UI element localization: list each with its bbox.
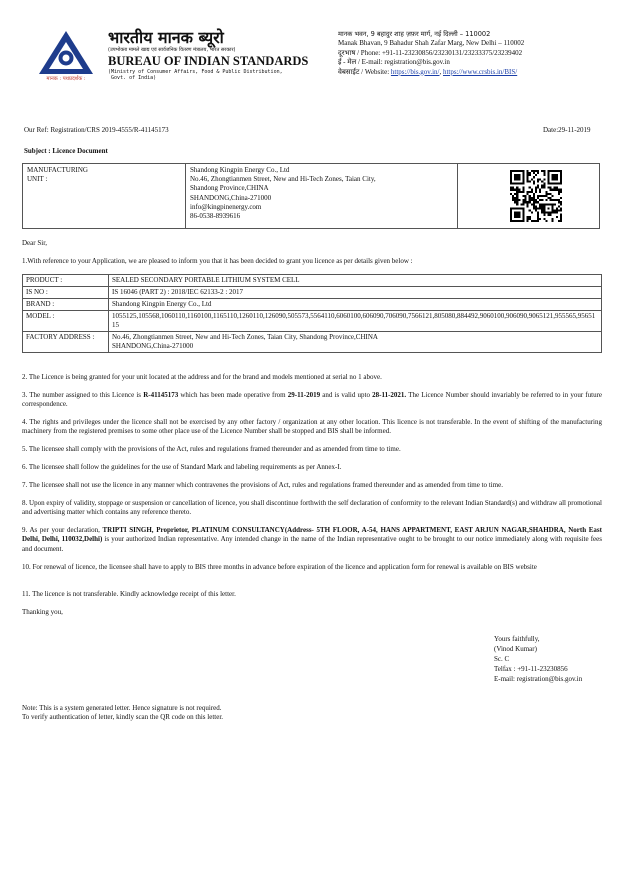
signature-line: Yours faithfully, [494, 635, 540, 643]
english-subtitle: (Ministry of Consumer Affairs, Food & Public Distribution, Govt. of India) [108, 69, 283, 81]
manufacturer-line: Shandong Province,CHINA [190, 184, 269, 193]
qr-code-icon [510, 170, 562, 222]
website-label: वेबसाईट / Website: [338, 67, 390, 76]
p9-text: is your authorized Indian representative. Any intended change in the name of the Indian representative ought to be brought to our notice immediately along with requisite fees and document. [22, 535, 602, 553]
paragraph-7: 7. The licensee shall not use the licence in any manner which contravenes the provisions of Act, rules and regulations framed thereunder and as amended from time to time. [22, 481, 503, 489]
paragraph-10: 10. For renewal of licence, the licensee shall have to apply to BIS three months in advance before expiration of the licence and application form for renewal is available on BIS website [22, 563, 537, 571]
p9-text: 9. As per your declaration, [22, 526, 103, 534]
signature-block [494, 634, 582, 684]
paragraph-6: 6. The licensee shall follow the guidelines for the use of Standard Mark and labeling requirements as per Annex-I. [22, 463, 342, 471]
contact-block [338, 30, 608, 77]
licence-number: R-41145173 [143, 391, 179, 399]
address: Manak Bhavan, 9 Bahadur Shah Zafar Marg, New Delhi – 110002 [338, 39, 525, 48]
p3-text: which has been made operative from [178, 391, 288, 399]
paragraph-3 [22, 391, 602, 410]
authorized-representative: TRIPTI SINGH, Proprietor, PLATINUM CONSULTANCY(Address- 5TH FLOOR, A-54, HANS APPARTMENT, EAST ARJUN NAGAR,SHAHDRA, North East Delhi, Delhi, 110032,Delhi) [22, 526, 602, 544]
p3-text: and is valid upto [320, 391, 373, 399]
row-key: IS NO : [23, 287, 109, 299]
bis-logo [36, 28, 96, 86]
signatory-designation: Sc. C [494, 655, 510, 663]
paragraph-2: 2. The Licence is being granted for your unit located at the address and for the brand and models mentioned at serial no 1 above. [22, 373, 382, 381]
hindi-subtitle: (उपभोक्ता मामले खाद्य एवं सार्वजनिक वितरण मंत्रालय, भारत सरकार) [108, 47, 236, 53]
manufacturer-line: SHANDONG,China-271000 [190, 193, 272, 202]
row-value: SEALED SECONDARY PORTABLE LITHIUM SYSTEM CELL [109, 275, 602, 287]
salutation: Dear Sir, [22, 239, 47, 247]
hindi-address: मानक भवन, 9 बहादुर शाह ज़फ़र मार्ग, नई दिल्ली – 110002 [338, 30, 491, 38]
bureau-name-block [108, 28, 323, 81]
signatory-name: (Vinod Kumar) [494, 645, 537, 653]
row-value: 1055125,105568,1060110,1160100,1165110,1260110,126090,505573,5564110,6060100,606090,706090,7566121,805080,884492,9060100,906090,9065121,955565,9565115 [109, 311, 602, 332]
logo-motto: मानक : पथप्रदर्शक : [46, 76, 86, 82]
website-link-crsbis[interactable]: https://www.crsbis.in/BIS/ [442, 67, 518, 76]
manufacturer-details [186, 164, 458, 228]
manufacturing-unit-label: MANUFACTURING UNIT : [23, 164, 186, 228]
manufacturer-line: Shandong Kingpin Energy Co., Ltd [190, 166, 290, 174]
row-value: Shandong Kingpin Energy Co., Ltd [109, 299, 602, 311]
row-key: MODEL : [23, 311, 109, 332]
operative-date: 29-11-2019 [287, 391, 321, 399]
product-details-table [22, 274, 602, 353]
website-line [338, 68, 608, 77]
paragraph-4: 4. The rights and privileges under the licence shall not be exercised by any other factory / organization at any other location. This licence is not transferable. In the event of shifting of the manufacturing machinery from the registered premises to some other place use of the Licence Number shall be stopped and BIS shall be informed. [22, 418, 602, 436]
signatory-telfax: Telfax : +91-11-23230856 [494, 665, 568, 673]
phone: दूरभाष / Phone: +91-11-23230856/23230131/23233375/23239402 [338, 48, 523, 57]
note-line: To verify authentication of letter, kindly scan the QR code on this letter. [22, 713, 224, 722]
row-value: No.46, Zhongtianmen Street, New and Hi-Tech Zones, Taian City, Shandong Province,CHINA SHANDONG,China-271000 [109, 332, 602, 353]
note-line: Note: This is a system generated letter. Hence signature is not required. [22, 704, 222, 712]
website-link-bis[interactable]: https://bis.gov.in/ [390, 67, 440, 76]
row-key: BRAND : [23, 299, 109, 311]
paragraph-11: 11. The licence is not transferable. Kindly acknowledge receipt of this letter. [22, 590, 236, 598]
table-row [23, 287, 602, 299]
website-separator: , [439, 67, 443, 76]
hindi-title: भारतीय मानक ब्यूरो [108, 28, 224, 47]
p3-text: The Licence Number should invariably be referred to in your future correspondence. [22, 391, 603, 409]
manufacturer-line: info@kingpinenergy.com [190, 202, 262, 211]
table-row [23, 299, 602, 311]
row-key: PRODUCT : [23, 275, 109, 287]
footer-note [22, 704, 223, 723]
valid-upto-date: 28-11-2021. [372, 391, 407, 399]
letter-date: Date:29-11-2019 [543, 126, 591, 134]
table-row [23, 311, 602, 332]
signatory-email: E-mail: registration@bis.gov.in [494, 675, 583, 683]
paragraph-8: 8. Upon expiry of validity, stoppage or suspension or cancellation of licence, you shall discontinue forthwith the self declaration of conformity to the relevant Indian Standard(s) and withdraw all promotional and advertising matter which contains any reference thereto. [22, 499, 602, 517]
manufacturer-line: No.46, Zhongtianmen Street, New and Hi-Tech Zones, Taian City, [190, 175, 376, 184]
row-value: IS 16046 (PART 2) : 2018/IEC 62133-2 : 2017 [109, 287, 602, 299]
english-title: BUREAU OF INDIAN STANDARDS [108, 54, 309, 68]
closing-thanks: Thanking you, [22, 608, 63, 616]
email: ई - मेल / E-mail: registration@bis.gov.in [338, 58, 450, 67]
manufacturing-unit-box [22, 163, 600, 229]
paragraph-1: 1.With reference to your Application, we are pleased to inform you that it has been decided to grant you licence as per details given below : [22, 257, 413, 265]
p3-text: 3. The number assigned to this Licence is [22, 391, 144, 399]
subject: Subject : Licence Document [24, 147, 108, 155]
row-key: FACTORY ADDRESS : [23, 332, 109, 353]
manufacturer-line: 86-0538-8939616 [190, 212, 241, 221]
table-row [23, 332, 602, 353]
paragraph-9 [22, 526, 602, 554]
table-row [23, 275, 602, 287]
paragraph-5: 5. The licensee shall comply with the provisions of the Act, rules and regulations framed thereunder and as amended from time to time. [22, 445, 401, 453]
qr-code[interactable] [510, 170, 562, 222]
our-ref: Our Ref: Registration/CRS 2019-4555/R-41145173 [24, 126, 169, 134]
qr-cell [458, 164, 599, 228]
